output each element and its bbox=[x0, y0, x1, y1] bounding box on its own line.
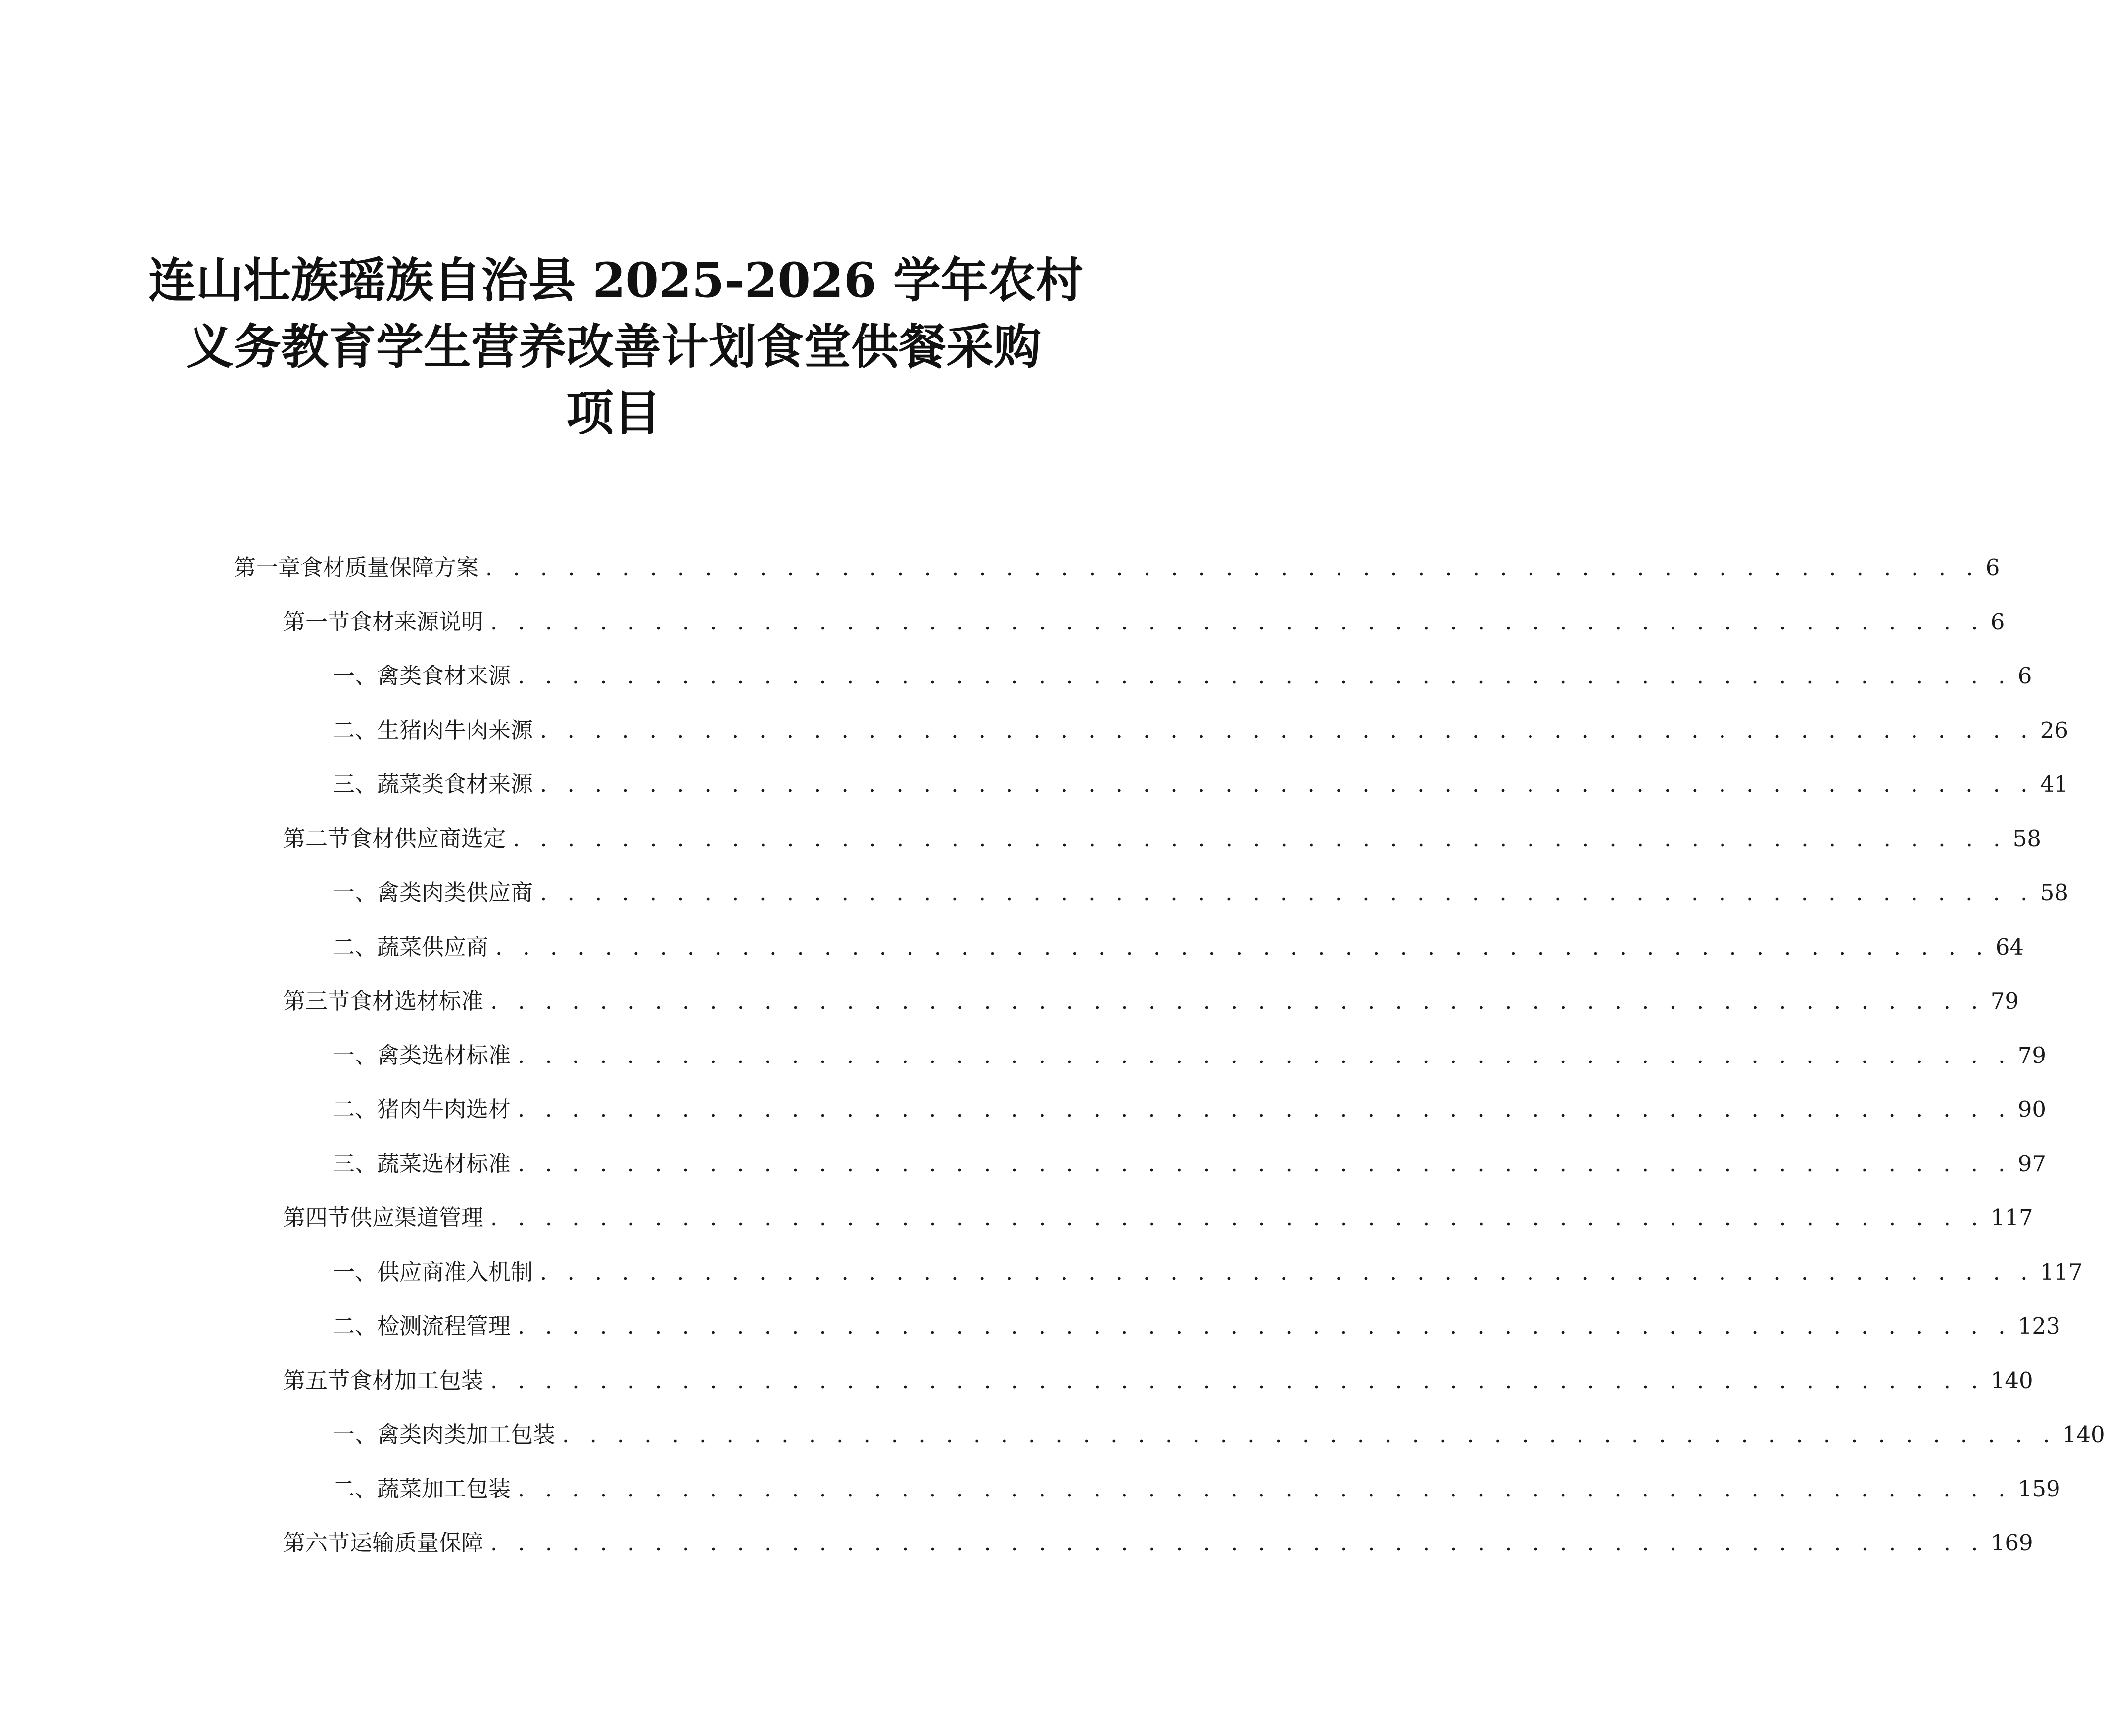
toc-entry-prefix: 一、 bbox=[333, 879, 378, 906]
toc-dot-leader: . . . . . . . . . . . . . . . . . . . . . . . . . . . . . . . . . . . . . . . . . . . . . . . . . . . . . . . bbox=[540, 879, 2034, 906]
document-title bbox=[148, 247, 1084, 446]
toc-entry-title: 禽类肉类加工包装 bbox=[377, 1421, 556, 1447]
toc-entry-title: 食材来源说明 bbox=[350, 609, 484, 635]
toc-entry-prefix: 三、 bbox=[333, 771, 378, 797]
toc-entry-title: 蔬菜供应商 bbox=[377, 934, 489, 960]
toc-entry-prefix: 一、 bbox=[333, 663, 378, 689]
toc-entry-prefix: 第五节 bbox=[283, 1367, 350, 1394]
toc-entry[interactable] bbox=[234, 551, 2000, 584]
toc-page-number: 6 bbox=[2017, 663, 2032, 689]
toc-dot-leader: . . . . . . . . . . . . . . . . . . . . . . . . . . . . . . . . . . . . . . . . . . . . . . . . . . . . . . . bbox=[495, 934, 1990, 960]
toc-dot-leader: . . . . . . . . . . . . . . . . . . . . . . . . . . . . . . . . . . . . . . . . . . . . . . . . . . . . . . . bbox=[562, 1421, 2057, 1447]
toc-dot-leader: . . . . . . . . . . . . . . . . . . . . . . . . . . . . . . . . . . . . . . . . . . . . . . . . . . . . . . . bbox=[518, 663, 2012, 689]
toc-entry-title: 食材质量保障方案 bbox=[300, 554, 479, 580]
toc-entry[interactable] bbox=[333, 768, 2069, 801]
toc-page-number: 117 bbox=[2040, 1259, 2083, 1285]
toc-dot-leader: . . . . . . . . . . . . . . . . . . . . . . . . . . . . . . . . . . . . . . . . . . . . . . . . . . . . . . . bbox=[518, 1042, 2012, 1068]
toc-page-number: 58 bbox=[2012, 825, 2042, 852]
toc-entry[interactable] bbox=[333, 1473, 2060, 1505]
toc-entry-prefix: 一、 bbox=[333, 1042, 378, 1068]
toc-entry-prefix: 二、 bbox=[333, 934, 378, 960]
toc-entry[interactable] bbox=[333, 1148, 2047, 1180]
toc-entry[interactable] bbox=[333, 660, 2032, 692]
toc-dot-leader: . . . . . . . . . . . . . . . . . . . . . . . . . . . . . . . . . . . . . . . . . . . . . . . . . . . . . . . bbox=[485, 554, 1980, 580]
toc-entry[interactable] bbox=[333, 1418, 2105, 1451]
title-line-3: 项目 bbox=[566, 385, 661, 441]
toc-entry-title: 食材选材标准 bbox=[350, 988, 484, 1014]
toc-entry-prefix: 第二节 bbox=[283, 825, 350, 852]
toc-entry-title: 食材供应商选定 bbox=[350, 825, 506, 852]
toc-dot-leader: . . . . . . . . . . . . . . . . . . . . . . . . . . . . . . . . . . . . . . . . . . . . . . . . . . . . . . . bbox=[490, 1530, 1985, 1556]
toc-page-number: 140 bbox=[1990, 1367, 2033, 1394]
toc-entry-title: 猪肉牛肉选材 bbox=[377, 1096, 511, 1122]
toc-page-number: 79 bbox=[1990, 988, 2019, 1014]
toc-entry-title: 禽类肉类供应商 bbox=[377, 879, 533, 906]
toc-entry-prefix: 一、 bbox=[333, 1421, 378, 1447]
toc-page-number: 79 bbox=[2017, 1042, 2047, 1068]
toc-dot-leader: . . . . . . . . . . . . . . . . . . . . . . . . . . . . . . . . . . . . . . . . . . . . . . . . . . . . . . . bbox=[518, 1151, 2012, 1177]
toc-entry-prefix: 第六节 bbox=[283, 1530, 350, 1556]
toc-entry-prefix: 第一节 bbox=[283, 609, 350, 635]
toc-page-number: 6 bbox=[1990, 609, 2005, 635]
toc-entry[interactable] bbox=[333, 714, 2069, 747]
toc-dot-leader: . . . . . . . . . . . . . . . . . . . . . . . . . . . . . . . . . . . . . . . . . . . . . . . . . . . . . . . bbox=[513, 825, 2007, 852]
toc-page-number: 117 bbox=[1990, 1205, 2033, 1231]
toc-entry-prefix: 一、 bbox=[333, 1259, 378, 1285]
toc-dot-leader: . . . . . . . . . . . . . . . . . . . . . . . . . . . . . . . . . . . . . . . . . . . . . . . . . . . . . . . bbox=[490, 1205, 1985, 1231]
toc-entry-prefix: 第一章 bbox=[234, 554, 301, 580]
toc-page-number: 41 bbox=[2040, 771, 2069, 797]
toc-entry-prefix: 第三节 bbox=[283, 988, 350, 1014]
toc-entry[interactable] bbox=[333, 1039, 2047, 1072]
title-line-2: 义务教育学生营养改善计划食堂供餐采购 bbox=[186, 319, 1041, 375]
toc-dot-leader: . . . . . . . . . . . . . . . . . . . . . . . . . . . . . . . . . . . . . . . . . . . . . . . . . . . . . . . bbox=[518, 1096, 2012, 1122]
toc-dot-leader: . . . . . . . . . . . . . . . . . . . . . . . . . . . . . . . . . . . . . . . . . . . . . . . . . . . . . . . bbox=[540, 1259, 2034, 1285]
toc-entry-title: 供应渠道管理 bbox=[350, 1205, 484, 1231]
toc-dot-leader: . . . . . . . . . . . . . . . . . . . . . . . . . . . . . . . . . . . . . . . . . . . . . . . . . . . . . . . bbox=[540, 771, 2034, 797]
toc-entry[interactable] bbox=[333, 876, 2069, 909]
toc-dot-leader: . . . . . . . . . . . . . . . . . . . . . . . . . . . . . . . . . . . . . . . . . . . . . . . . . . . . . . . bbox=[518, 1313, 2012, 1339]
toc-entry-title: 生猪肉牛肉来源 bbox=[377, 717, 533, 743]
toc-entry[interactable] bbox=[333, 1256, 2083, 1289]
toc-entry[interactable] bbox=[283, 822, 2042, 855]
toc-entry[interactable] bbox=[283, 1202, 2033, 1234]
toc-entry[interactable] bbox=[283, 606, 2005, 638]
toc-dot-leader: . . . . . . . . . . . . . . . . . . . . . . . . . . . . . . . . . . . . . . . . . . . . . . . . . . . . . . . bbox=[540, 717, 2034, 743]
toc-dot-leader: . . . . . . . . . . . . . . . . . . . . . . . . . . . . . . . . . . . . . . . . . . . . . . . . . . . . . . . bbox=[490, 609, 1985, 635]
toc-entry-title: 蔬菜加工包装 bbox=[377, 1476, 511, 1502]
toc-dot-leader: . . . . . . . . . . . . . . . . . . . . . . . . . . . . . . . . . . . . . . . . . . . . . . . . . . . . . . . bbox=[490, 1367, 1985, 1394]
toc-entry[interactable] bbox=[283, 1364, 2033, 1397]
toc-entry-title: 禽类选材标准 bbox=[377, 1042, 511, 1068]
toc-entry[interactable] bbox=[283, 985, 2019, 1017]
toc-entry[interactable] bbox=[333, 1310, 2060, 1343]
toc-page-number: 64 bbox=[1995, 934, 2024, 960]
toc-entry-title: 禽类食材来源 bbox=[377, 663, 511, 689]
toc-page-number: 169 bbox=[1990, 1530, 2033, 1556]
toc-entry-title: 蔬菜选材标准 bbox=[377, 1151, 511, 1177]
toc-entry-prefix: 二、 bbox=[333, 717, 378, 743]
toc-dot-leader: . . . . . . . . . . . . . . . . . . . . . . . . . . . . . . . . . . . . . . . . . . . . . . . . . . . . . . . bbox=[490, 988, 1985, 1014]
toc-page-number: 58 bbox=[2040, 879, 2069, 906]
toc-dot-leader: . . . . . . . . . . . . . . . . . . . . . . . . . . . . . . . . . . . . . . . . . . . . . . . . . . . . . . . bbox=[518, 1476, 2012, 1502]
toc-entry-title: 运输质量保障 bbox=[350, 1530, 484, 1556]
toc-entry-prefix: 二、 bbox=[333, 1096, 378, 1122]
toc-entry[interactable] bbox=[333, 1093, 2047, 1126]
toc-entry-prefix: 第四节 bbox=[283, 1205, 350, 1231]
toc-page-number: 140 bbox=[2062, 1421, 2105, 1447]
toc-entry-title: 蔬菜类食材来源 bbox=[377, 771, 533, 797]
toc-page-number: 97 bbox=[2017, 1151, 2047, 1177]
toc-entry-prefix: 三、 bbox=[333, 1151, 378, 1177]
toc-entry-prefix: 二、 bbox=[333, 1476, 378, 1502]
toc-entry[interactable] bbox=[283, 1527, 2033, 1559]
toc-entry[interactable] bbox=[333, 931, 2024, 964]
toc-page-number: 90 bbox=[2017, 1096, 2047, 1122]
toc-page-number: 6 bbox=[1985, 554, 2000, 580]
toc-page-number: 26 bbox=[2040, 717, 2069, 743]
toc-entry-title: 食材加工包装 bbox=[350, 1367, 484, 1394]
toc-entry-prefix: 二、 bbox=[333, 1313, 378, 1339]
toc-page-number: 123 bbox=[2017, 1313, 2060, 1339]
toc-entry-title: 检测流程管理 bbox=[377, 1313, 511, 1339]
toc-entry-title: 供应商准入机制 bbox=[377, 1259, 533, 1285]
title-line-1: 连山壮族瑶族自治县 2025-2026 学年农村 bbox=[148, 252, 1084, 308]
toc-page-number: 159 bbox=[2017, 1476, 2060, 1502]
